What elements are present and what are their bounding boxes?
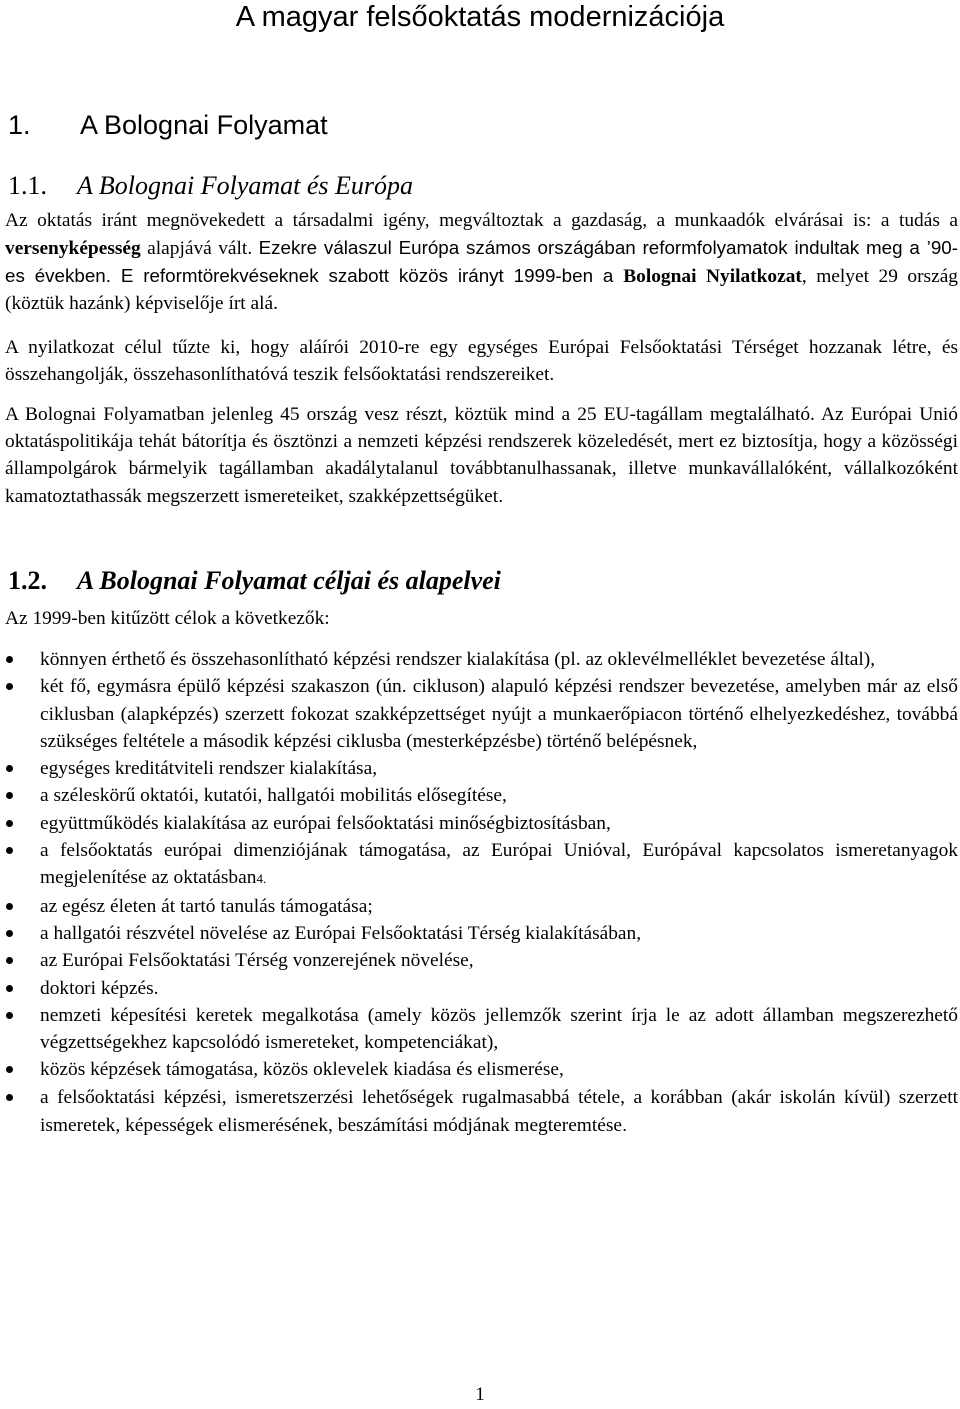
list-item-text: könnyen érthető és összehasonlítható képzési rendszer kialakítása (pl. az oklevélmelléklet bevezetése által), (40, 649, 876, 670)
bullet-icon (6, 930, 13, 937)
goals-intro: Az 1999-ben kitűzött célok a következők: (5, 608, 330, 629)
list-item-text: a hallgatói részvétel növelése az Európai Felsőoktatási Térség kialakításában, (40, 922, 642, 944)
paragraph-text: . (498, 485, 504, 506)
list-item-text: közös képzések támogatása, közös oklevelek kiadása és elismerése, (40, 1059, 564, 1081)
list-item-text: a széleskörű oktatói, kutatói, hallgatói mobilitás elősegítése, (40, 785, 507, 807)
bullet-icon (6, 765, 13, 772)
goals-list (0, 646, 958, 1139)
bullet-icon (6, 656, 13, 663)
list-item-text: nemzeti képesítési keretek megalkotása (amely közös jellemzők szerint írja le az adott államban megszerezhető végzettségekhez kapcsolódó ismereteket, kompetenciákat), (40, 1004, 958, 1054)
bullet-icon (6, 792, 13, 799)
paragraph-intro (5, 207, 958, 317)
list-item (0, 1056, 958, 1083)
list-item (0, 673, 958, 755)
paragraph-text: Ezekre válaszul Európa számos országában reformfolyamatok indultak meg a ’90-es években. (5, 237, 958, 286)
list-item (0, 1084, 958, 1140)
paragraph-text: alapjává vált. (140, 238, 259, 259)
bullet-icon (6, 820, 13, 827)
list-item (0, 975, 958, 1002)
list-item (0, 893, 958, 920)
section-number: 1.2. (8, 566, 47, 595)
list-item-text: az Európai Felsőoktatási Térség vonzerejének növelése, (40, 950, 474, 972)
paragraph-text: Az oktatás iránt megnövekedett a társadalmi igény, megváltoztak a gazdaság, a munkaadók elvárásai is: a tudás a (5, 210, 958, 231)
bullet-icon (6, 1094, 13, 1101)
bold-term: Bolognai Nyilatkozat (623, 266, 802, 287)
section-heading-1-2 (8, 565, 501, 597)
paragraph-text: E reformtörekvéseknek szabott közös irányt 1999-ben a (110, 265, 624, 286)
list-item (0, 947, 958, 974)
section-title: A Bolognai Folyamat (80, 110, 328, 140)
section-number: 1.1. (8, 171, 47, 200)
list-item (0, 755, 958, 782)
bullet-icon (6, 985, 13, 992)
list-item (0, 920, 958, 947)
bold-term: versenyképesség (5, 238, 141, 259)
list-item-suffix: . (622, 1114, 628, 1136)
section-title: A Bolognai Folyamat céljai és alapelvei (77, 566, 501, 595)
list-item-text: a felsőoktatás európai dimenziójának támogatása, az Európai Unióval, Európával kapcsolatos ismeretanyagok megjelenítése az oktatásban (40, 840, 958, 889)
section-title: A Bolognai Folyamat és Európa (77, 171, 414, 200)
list-item (0, 837, 958, 893)
list-item (0, 1002, 958, 1057)
list-item-text: egységes kreditátviteli rendszer kialakítása, (40, 758, 378, 780)
bullet-icon (6, 957, 13, 964)
bullet-icon (6, 847, 13, 854)
section-heading-1-1 (8, 170, 413, 202)
bullet-icon (6, 1066, 13, 1073)
section-heading-1 (8, 108, 328, 142)
paragraph-declaration: A nyilatkozat célul tűzte ki, hogy aláírói 2010-re egy egységes Európai Felsőoktatási Térséget hozzanak létre, és összehangolják, összehasonlíthatóvá teszik felsőoktatási rendszereiket. (5, 337, 958, 385)
page-number: 1 (475, 1384, 485, 1405)
footnote-ref: 4. (256, 871, 267, 887)
section-number: 1. (8, 110, 31, 140)
list-item-text: az egész életen át tartó tanulás támogatása; (40, 895, 373, 917)
paragraph-text: Az Európai Unió oktatáspolitikája tehát bátorítja és ösztönzi a nemzeti képzési rendszerek közeledését, mert ez biztosítja, hogy a közösségi állampolgárok bármelyik tagállamban akadálytalanul továbbtanulhassanak, illetve munkavállalóként, vállalkozóként kamatoztathassák megszerzett ismereteiket, szakképzettségüket (5, 404, 958, 507)
paragraph-participation (5, 401, 958, 510)
list-item-text: két fő, egymásra épülő képzési szakaszon (ún. cikluson) alapuló képzési rendszer bevezetése, amelyben már az első ciklusban (alapképzés) szerzett fokozat szakképzettséget nyújt a munkaerőpiacon történő elhelyezkedéshez, továbbá szükséges feltétele a második képzési ciklusba (mesterképzésbe) történő belépésnek, (40, 676, 958, 752)
list-item (0, 810, 958, 837)
document-title: A magyar felsőoktatás modernizációja (235, 1, 725, 33)
list-item-text: a felsőoktatási képzési, ismeretszerzési lehetőségek rugalmasabbá tétele, a korábban (akár iskolán kívül) szerzett ismeretek, képességek elismerésének, beszámítási módjának megteremtése (40, 1086, 958, 1137)
list-item-text: doktori képzés. (40, 977, 159, 999)
bullet-icon (6, 683, 13, 690)
bullet-icon (6, 903, 13, 910)
bullet-icon (6, 1012, 13, 1019)
paragraph-text: , melyet 29 ország (köztük hazánk) képviselője írt alá. (5, 266, 959, 314)
list-item (0, 782, 958, 809)
paragraph-text: A Bolognai Folyamatban jelenleg 45 ország vesz részt, köztük mind a 25 EU-tagállam megtalálható. (5, 404, 815, 425)
list-item (0, 646, 958, 673)
list-item-text: együttműködés kialakítása az európai felsőoktatási minőségbiztosításban, (40, 812, 611, 834)
